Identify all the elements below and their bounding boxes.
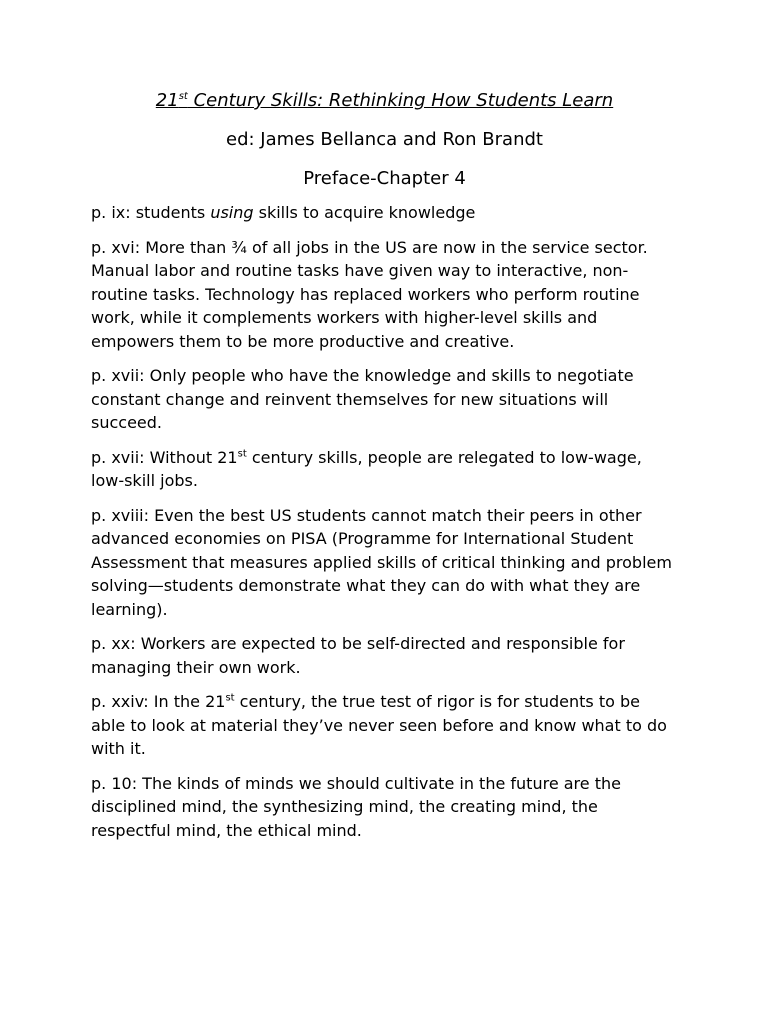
editors-line: ed: James Bellanca and Ron Brandt [226,129,543,150]
title-number: 21 [155,90,179,111]
note-text: p. xxiv: In the 21 [91,692,226,711]
title-text: Century Skills: Rethinking How Students Learn [187,90,614,111]
note-entry: p. xx: Workers are expected to be self-directed and responsible for managing their own work. [91,634,625,677]
note-text: century, the true test of rigor is for students to be able to look at material they’ve never seen before and know what to do with it. [91,692,667,758]
note-entry: p. xvii: Only people who have the knowledge and skills to negotiate constant change and reinvent themselves for new situations will succeed. [91,366,634,432]
note-entry [91,690,678,761]
note-entry [91,446,678,493]
note-text: p. xvii: Without 21 [91,447,238,467]
title-superscript: st [178,91,188,102]
note-emphasis: using [210,203,254,222]
note-text: century skills, people are relegated to low-wage, low-skill jobs. [91,447,642,490]
note-superscript: st [225,692,235,704]
note-entry: p. xvi: More than ¾ of all jobs in the US are now in the service sector. Manual labor and routine tasks have given way to interactive, non-routine tasks. Technology has replaced workers who perform routine work, while it complements workers with higher-level skills and empowers them to be more productive and creative. [91,237,648,351]
note-text: p. ix: students [91,203,211,222]
note-entry [91,201,678,225]
document-title [91,88,678,114]
note-text: skills to acquire knowledge [253,203,476,222]
chapter-range: Preface-Chapter 4 [303,168,466,189]
note-entry: p. 10: The kinds of minds we should cultivate in the future are the disciplined mind, the synthesizing mind, the creating mind, the respectful mind, the ethical mind. [91,773,621,840]
note-superscript: st [237,448,247,460]
note-entry: p. xviii: Even the best US students cannot match their peers in other advanced economies on PISA (Programme for International Student Assessment that measures applied skills of critical thinking and problem solving—students demonstrate what they can do with what they are learning). [91,505,672,619]
